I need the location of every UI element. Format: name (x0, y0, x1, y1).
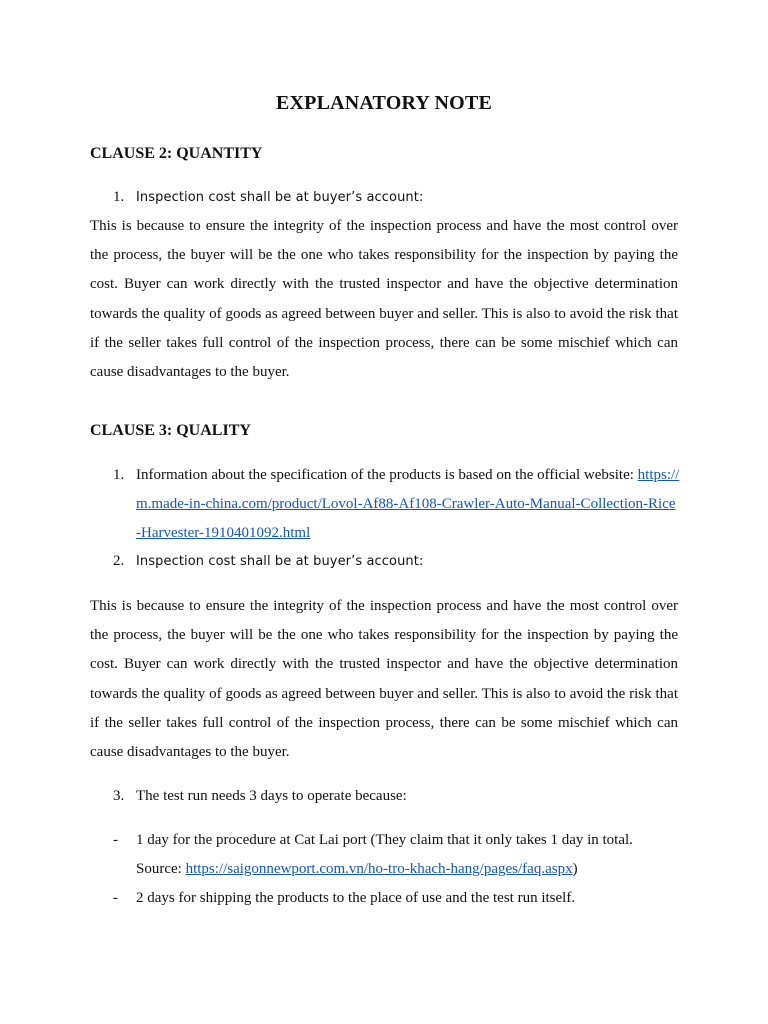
clause-2-paragraph: This is because to ensure the integrity of the inspection process and have the most control over the process, the buyer will be the one who takes responsibility for the inspection by paying the cost. Buyer can work directly with the trusted inspector and have the objective determination towards the quality of goods as agreed between buyer and seller. This is also to avoid the risk that if the seller takes full control of the inspection process, there can be some mischief which can cause disadvantages to the buyer. (90, 218, 678, 381)
faq-source-link[interactable]: https://saigonnewport.com.vn/ho-tro-khach-hang/pages/faq.aspx (185, 861, 573, 877)
clause-2-item-1-number: 1. (113, 189, 125, 205)
clause-3-heading: CLAUSE 3: QUALITY (90, 422, 251, 439)
clause-3-paragraph: This is because to ensure the integrity of the inspection process and have the most control over the process, the buyer will be the one who takes responsibility for the inspection by paying the cost. Buyer can work directly with the trusted inspector and have the objective determination towards the quality of goods as agreed between buyer and seller. This is also to avoid the risk that if the seller takes full control of the inspection process, there can be some mischief which can cause disadvantages to the buyer. (90, 598, 678, 761)
bullet-2-text: 2 days for shipping the products to the place of use and the test run itself. (136, 890, 576, 906)
clause-2-heading: CLAUSE 2: QUANTITY (90, 145, 263, 162)
clause-3-item-3-text: The test run needs 3 days to operate because: (136, 788, 407, 804)
page-title: EXPLANATORY NOTE (275, 92, 493, 114)
clause-3-item-1-text: Information about the specification of the products is based on the official website: (136, 467, 634, 483)
clause-3-item-1-number: 1. (113, 467, 125, 483)
bullet-1-dash: - (113, 832, 118, 848)
product-spec-link[interactable]: https://m.made-in-china.com/product/Lovol-Af88-Af108-Crawler-Auto-Manual-Collection-Rice-Harvester-1910401092.html (136, 467, 680, 541)
clause-3-item-1 (136, 461, 680, 548)
clause-3-item-2-number: 2. (113, 553, 125, 569)
bullet-1-text: 1 day for the procedure at Cat Lai port (They claim that it only takes 1 day in total. Source: (136, 832, 633, 877)
clause-3-item-2-text: Inspection cost shall be at buyer’s account: (136, 554, 424, 569)
bullet-1-close: ) (572, 861, 578, 877)
clause-3-item-3-number: 3. (113, 788, 125, 804)
clause-2-item-1-text: Inspection cost shall be at buyer’s account: (136, 190, 424, 205)
bullet-2-dash: - (113, 890, 118, 906)
bullet-1 (136, 826, 680, 884)
